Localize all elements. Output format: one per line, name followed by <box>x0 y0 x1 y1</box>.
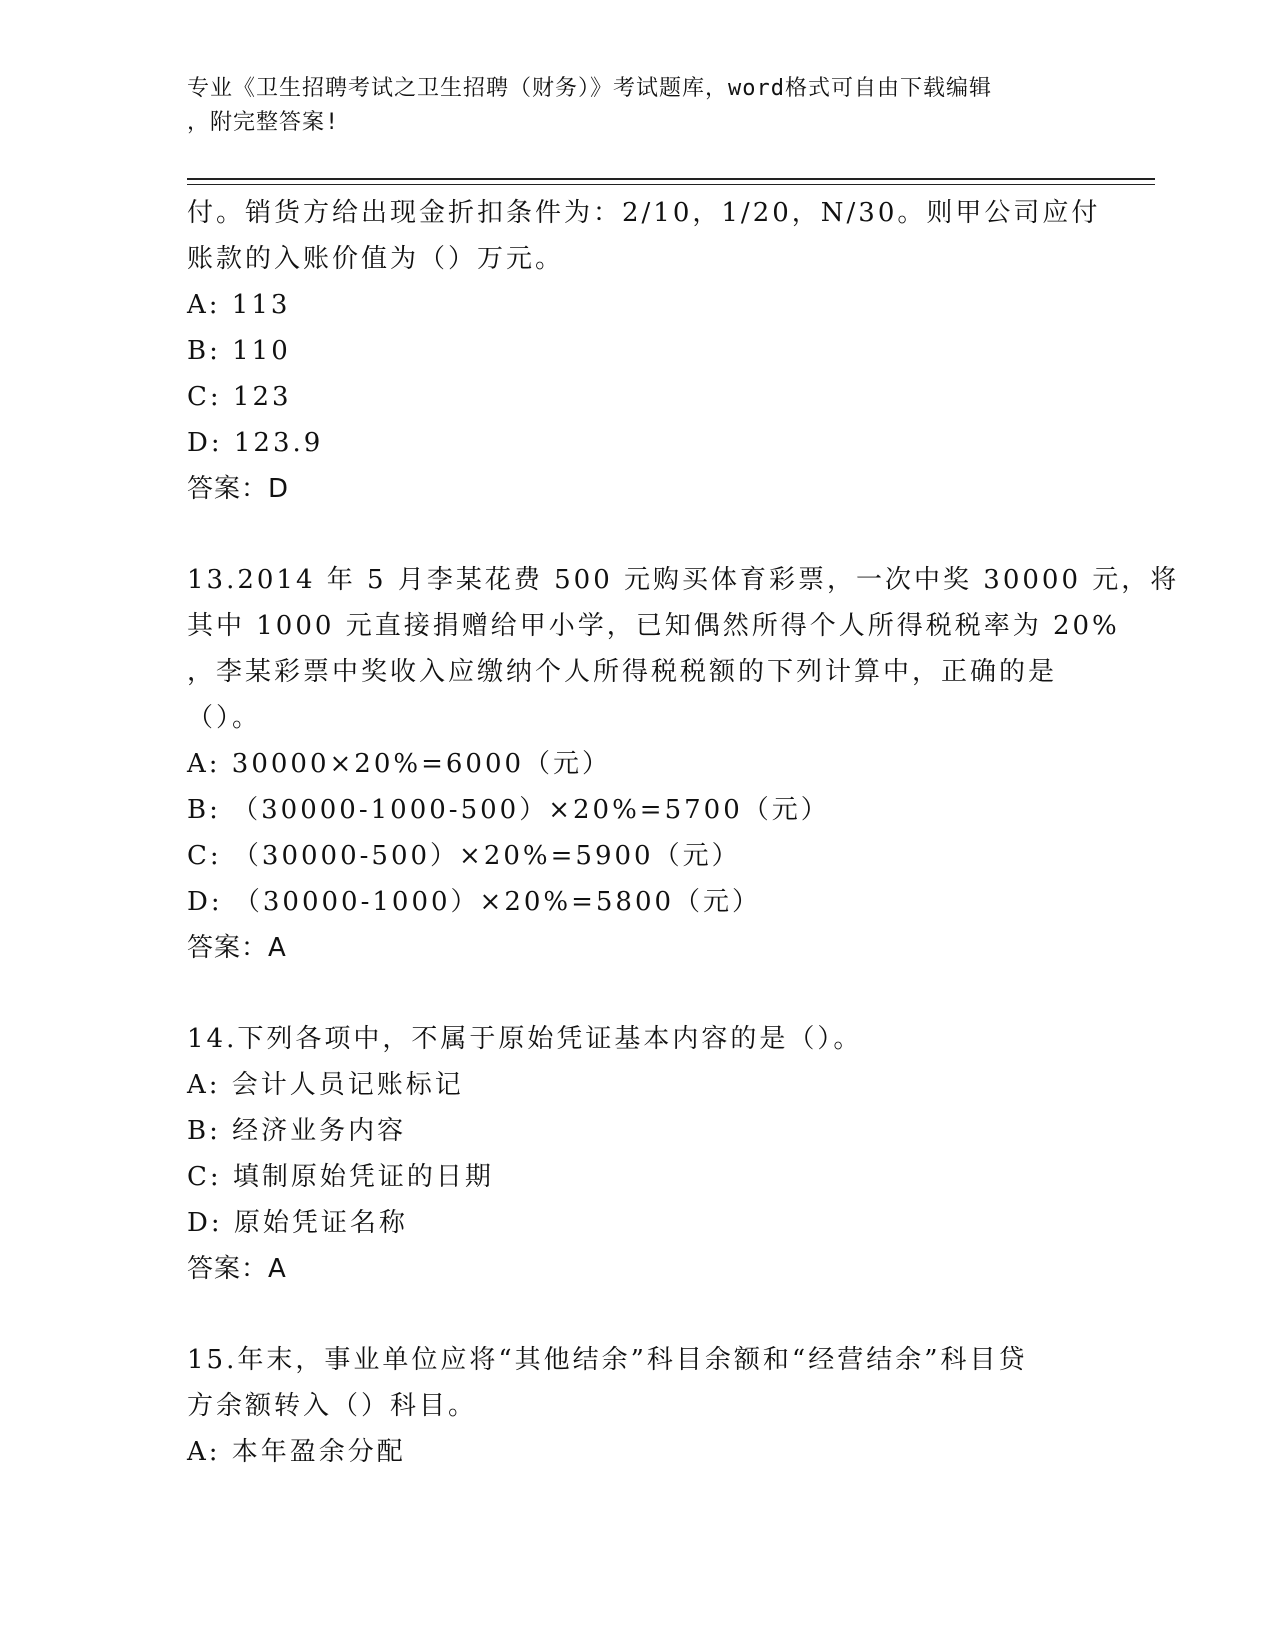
question-spacer <box>187 971 1087 1016</box>
answer-line: 答案：D <box>187 474 290 504</box>
header-line-1: 专业《卫生招聘考试之卫生招聘（财务）》考试题库，word格式可自由下载编辑 <box>187 76 992 101</box>
question-stem-line: 方余额转入（）科目。 <box>187 1391 478 1421</box>
question-stem-line: （）。 <box>187 703 262 733</box>
option-a: A: 本年盈余分配 <box>187 1437 406 1467</box>
answer-line: 答案：A <box>187 1254 287 1284</box>
option-b: B: 经济业务内容 <box>187 1116 407 1146</box>
page-header <box>187 72 1067 140</box>
question-stem-line: 账款的入账价值为（）万元。 <box>187 244 565 274</box>
header-divider-thin <box>187 184 1155 185</box>
header-divider-thick <box>187 178 1155 180</box>
option-c: C: （30000-500）×20%=5900（元） <box>187 841 741 871</box>
question-spacer <box>187 1292 1087 1337</box>
option-c: C: 填制原始凭证的日期 <box>187 1162 494 1192</box>
header-line-2: ，附完整答案! <box>187 110 340 135</box>
question-stem-line: 13.2014 年 5 月李某花费 500 元购买体育彩票，一次中奖 30000 元，将 <box>187 565 1180 595</box>
option-c: C: 123 <box>187 382 292 412</box>
question-13 <box>187 557 1180 971</box>
option-a: A: 30000×20%=6000（元） <box>187 749 612 779</box>
answer-line: 答案：A <box>187 933 287 963</box>
option-d: D: 123.9 <box>187 428 324 458</box>
question-14 <box>187 1016 1087 1292</box>
question-stem-line: 付。销货方给出现金折扣条件为：2/10，1/20，N/30。则甲公司应付 <box>187 198 1101 228</box>
option-d: D: 原始凭证名称 <box>187 1208 408 1238</box>
question-stem-line: 15.年末，事业单位应将“其他结余”科目余额和“经营结余”科目贷 <box>187 1345 1028 1375</box>
option-d: D: （30000-1000）×20%=5800（元） <box>187 887 762 917</box>
question-stem-line: 其中 1000 元直接捐赠给甲小学，已知偶然所得个人所得税税率为 20% <box>187 611 1120 641</box>
question-stem-line: 14.下列各项中，不属于原始凭证基本内容的是（）。 <box>187 1024 863 1054</box>
question-spacer <box>187 512 1087 557</box>
option-a: A: 113 <box>187 290 291 320</box>
option-b: B: 110 <box>187 336 291 366</box>
option-b: B: （30000-1000-500）×20%=5700（元） <box>187 795 830 825</box>
option-a: A: 会计人员记账标记 <box>187 1070 464 1100</box>
question-12 <box>187 190 1101 512</box>
question-15 <box>187 1337 1087 1475</box>
question-stem-line: ，李某彩票中奖收入应缴纳个人所得税税额的下列计算中，正确的是 <box>187 657 1058 687</box>
document-body <box>187 190 1180 1475</box>
